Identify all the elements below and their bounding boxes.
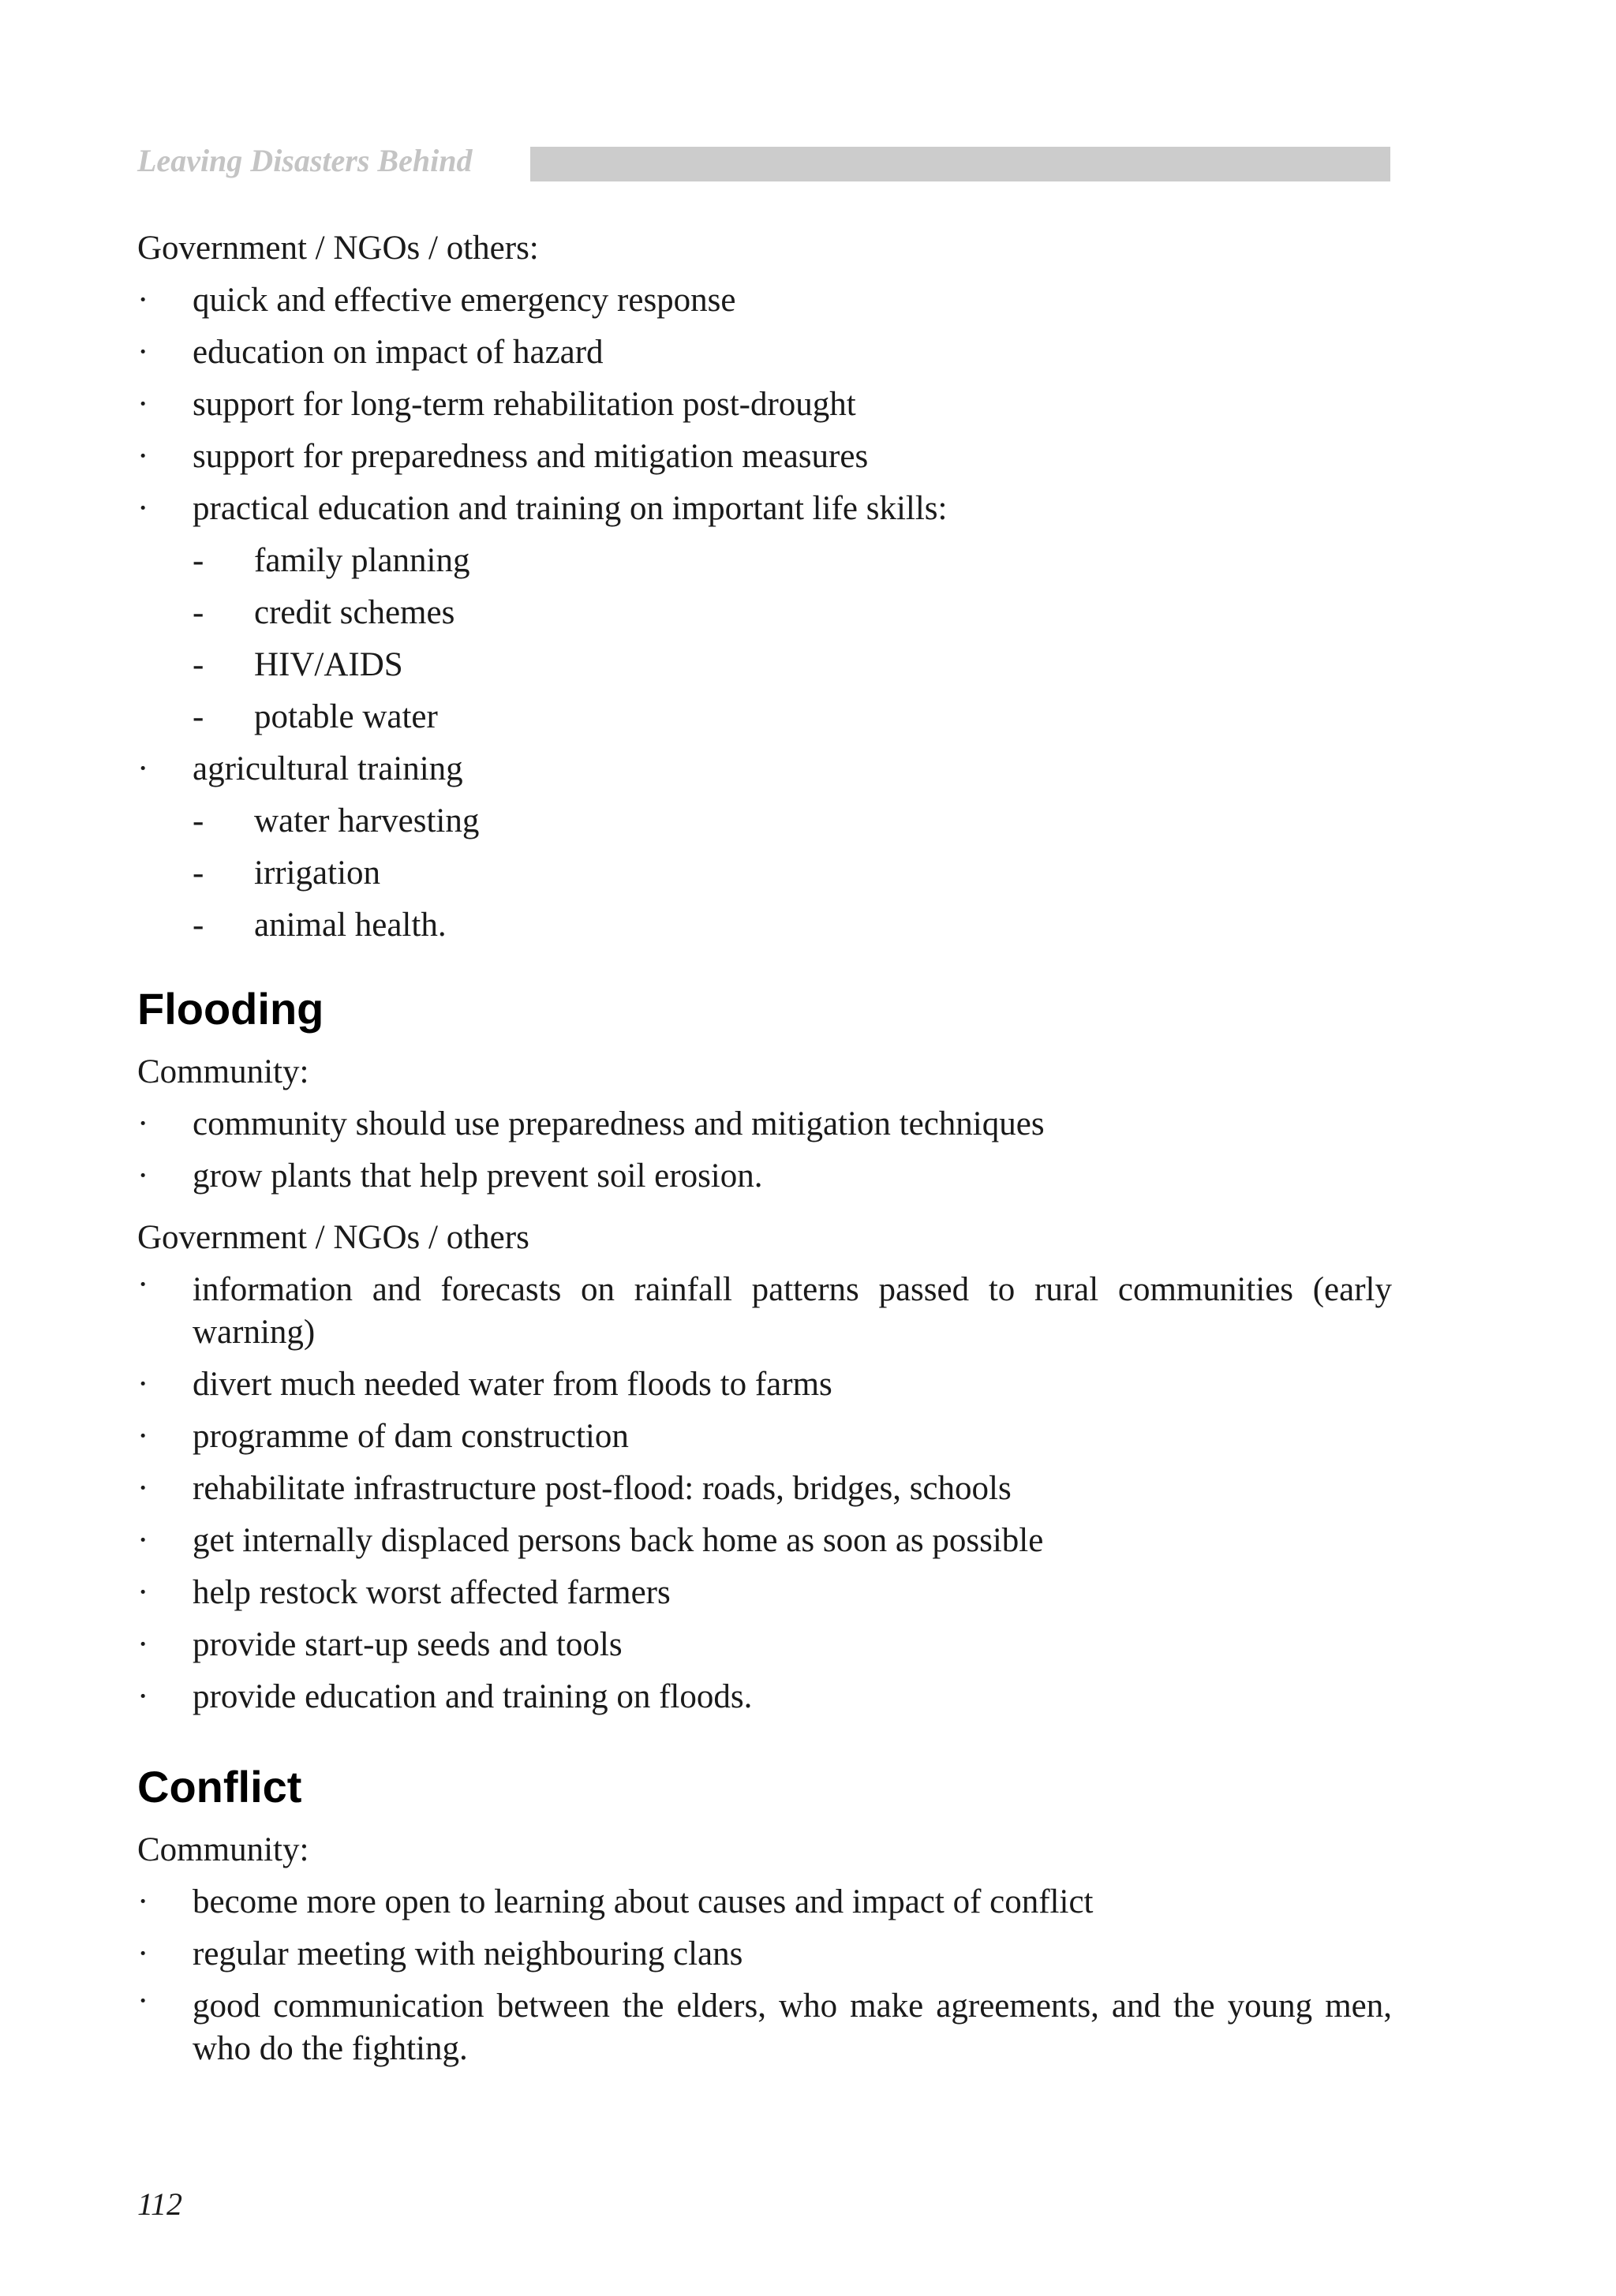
list-item — [137, 379, 1392, 431]
dash: - — [193, 854, 204, 892]
list-item — [137, 1567, 1392, 1619]
bullet: · — [137, 1983, 149, 2020]
sub-list-item — [137, 847, 1392, 899]
list-item — [137, 327, 1392, 379]
bullet: · — [137, 1418, 149, 1455]
list-item — [137, 483, 1392, 535]
list-item-text: education on impact of hazard — [193, 334, 604, 371]
dash: - — [193, 698, 204, 735]
bullet: · — [137, 1626, 149, 1663]
sub-list-item-text: family planning — [254, 542, 470, 579]
bullet: · — [137, 490, 149, 527]
list-item — [137, 1928, 1392, 1980]
list-item-text: support for long-term rehabilitation post-drought — [193, 386, 856, 423]
running-header-title: Leaving Disasters Behind — [137, 143, 473, 178]
list-item — [137, 431, 1392, 483]
bullet: · — [137, 1266, 149, 1303]
section-heading-flooding: Flooding — [137, 984, 324, 1034]
sub-list-item — [137, 899, 1392, 952]
sub-list-item — [137, 587, 1392, 639]
list-item-text: provide start-up seeds and tools — [193, 1626, 623, 1663]
sub-list-item-text: animal health. — [254, 907, 447, 944]
section-heading-conflict: Conflict — [137, 1762, 302, 1812]
list-item — [137, 1463, 1392, 1515]
list-item-text: support for preparedness and mitigation measures — [193, 438, 869, 475]
running-header — [137, 140, 1390, 185]
section-label: Community: — [137, 1053, 309, 1090]
list-item — [137, 1619, 1392, 1671]
sub-list-item — [137, 639, 1392, 691]
dash: - — [193, 802, 204, 839]
bullet: · — [137, 1883, 149, 1920]
list-item-text: regular meeting with neighbouring clans — [193, 1935, 743, 1973]
list-item — [137, 1411, 1392, 1463]
page-number: 112 — [137, 2186, 183, 2222]
list-item — [137, 1980, 1392, 2075]
list-item-text: get internally displaced persons back home as soon as possible — [193, 1522, 1044, 1559]
list-item — [137, 1671, 1392, 1723]
sub-list-item — [137, 795, 1392, 847]
section-label: Government / NGOs / others: — [137, 230, 539, 267]
bullet: · — [137, 750, 149, 787]
bullet: · — [137, 438, 149, 475]
bullet: · — [137, 1574, 149, 1611]
bullet: · — [137, 1157, 149, 1195]
list-item-text: information and forecasts on rainfall patterns passed to rural communities (early warning) — [193, 1271, 1392, 1351]
list-item — [137, 743, 1392, 795]
list-item — [137, 275, 1392, 327]
list-item — [137, 1098, 1392, 1150]
bullet: · — [137, 1935, 149, 1973]
list-item-text: agricultural training — [193, 750, 463, 787]
dash: - — [193, 542, 204, 579]
list-item-text: help restock worst affected farmers — [193, 1574, 671, 1611]
bullet: · — [137, 282, 149, 319]
list-item-text: community should use preparedness and mitigation techniques — [193, 1105, 1045, 1142]
list-item — [137, 1264, 1392, 1359]
page-content — [137, 222, 1392, 2075]
sub-list-item-text: credit schemes — [254, 594, 455, 631]
bullet: · — [137, 334, 149, 371]
section-label: Government / NGOs / others — [137, 1219, 529, 1256]
dash: - — [193, 594, 204, 631]
list-item — [137, 1876, 1392, 1928]
section-label: Community: — [137, 1831, 309, 1868]
sub-list-item-text: water harvesting — [254, 802, 480, 839]
bullet: · — [137, 1366, 149, 1403]
bullet: · — [137, 386, 149, 423]
list-item-text: practical education and training on important life skills: — [193, 490, 948, 527]
list-item-text: good communication between the elders, who make agreements, and the young men, who do the fighting. — [193, 1987, 1392, 2067]
sub-list-item-text: HIV/AIDS — [254, 646, 403, 683]
sub-list-item-text: irrigation — [254, 854, 381, 892]
list-item-text: rehabilitate infrastructure post-flood: roads, bridges, schools — [193, 1470, 1012, 1507]
list-item-text: provide education and training on floods. — [193, 1678, 753, 1715]
sub-list-item — [137, 535, 1392, 587]
bullet: · — [137, 1470, 149, 1507]
bullet: · — [137, 1522, 149, 1559]
list-item — [137, 1359, 1392, 1411]
list-item-text: quick and effective emergency response — [193, 282, 736, 319]
list-item-text: become more open to learning about causes and impact of conflict — [193, 1883, 1094, 1920]
sub-list-item — [137, 691, 1392, 743]
list-item-text: programme of dam construction — [193, 1418, 629, 1455]
list-item-text: grow plants that help prevent soil erosion. — [193, 1157, 763, 1195]
list-item-text: divert much needed water from floods to farms — [193, 1366, 832, 1403]
header-rule-bar — [530, 147, 1390, 181]
sub-list-item-text: potable water — [254, 698, 438, 735]
list-item — [137, 1515, 1392, 1567]
bullet: · — [137, 1678, 149, 1715]
dash: - — [193, 907, 204, 944]
bullet: · — [137, 1105, 149, 1142]
list-item — [137, 1150, 1392, 1202]
dash: - — [193, 646, 204, 683]
